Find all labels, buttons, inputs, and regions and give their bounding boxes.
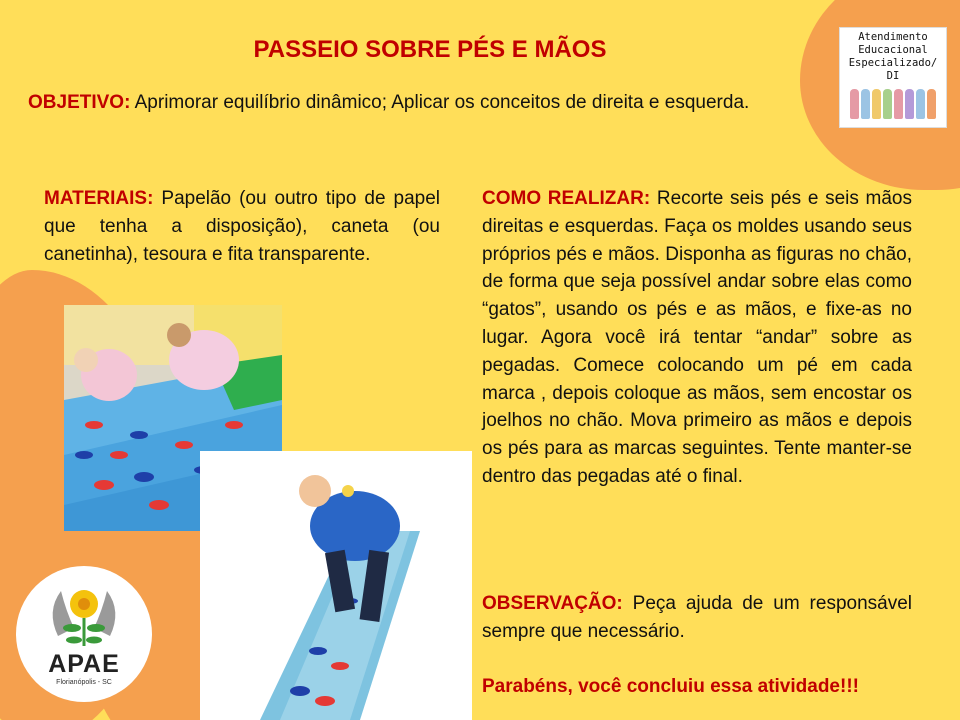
badge-text: Atendimento Educacional Especializado/ DI [848,31,938,82]
materiais-label: MATERIAIS: [44,188,154,209]
observacao-label: OBSERVAÇÃO: [482,593,623,614]
como-realizar-text: Recorte seis pés e seis mãos direitas e esquerdas. Faça os moldes usando seus próprios pés e mãos. Disponha as figuras no chão, de forma que seja possível andar sobre elas como “gatos”, usando os pés e as mãos, e fixe-as no lugar. Agora você irá tentar “andar” sobre as pegadas. Comece colocando um pé em cada marca , depois coloque as mãos, sem encostar os joelhos no chão. Mova primeiro as mãos e depois os pés para as marcas seguintes. Tente manter-se dentro das pegadas até o final. [482,188,912,487]
aee-badge [839,27,947,128]
objetivo-text: Aprimorar equilíbrio dinâmico; Aplicar os conceitos de direita e esquerda. [130,92,750,113]
logo-city: Florianópolis - SC [56,679,112,686]
logo-name: APAE [48,650,120,678]
apae-logo [16,566,152,702]
page-title: PASSEIO SOBRE PÉS E MÃOS [253,36,607,63]
como-realizar-label: COMO REALIZAR: [482,188,651,209]
objetivo-paragraph [28,89,780,117]
observacao-paragraph [482,590,912,646]
observacao-text: Peça ajuda de um responsável sempre que necessário. [482,593,912,642]
como-realizar-paragraph [482,185,912,491]
congratulations-text: Parabéns, você concluiu essa atividade!!! [482,676,859,697]
materiais-paragraph [44,185,440,268]
photo-boy-footprint-mat [200,451,472,720]
objetivo-label: OBJETIVO: [28,92,131,113]
materiais-text: Papelão (ou outro tipo de papel que tenha a disposição), caneta (ou canetinha), tesoura e fita transparente. [44,188,440,265]
children-illustration [840,89,946,119]
